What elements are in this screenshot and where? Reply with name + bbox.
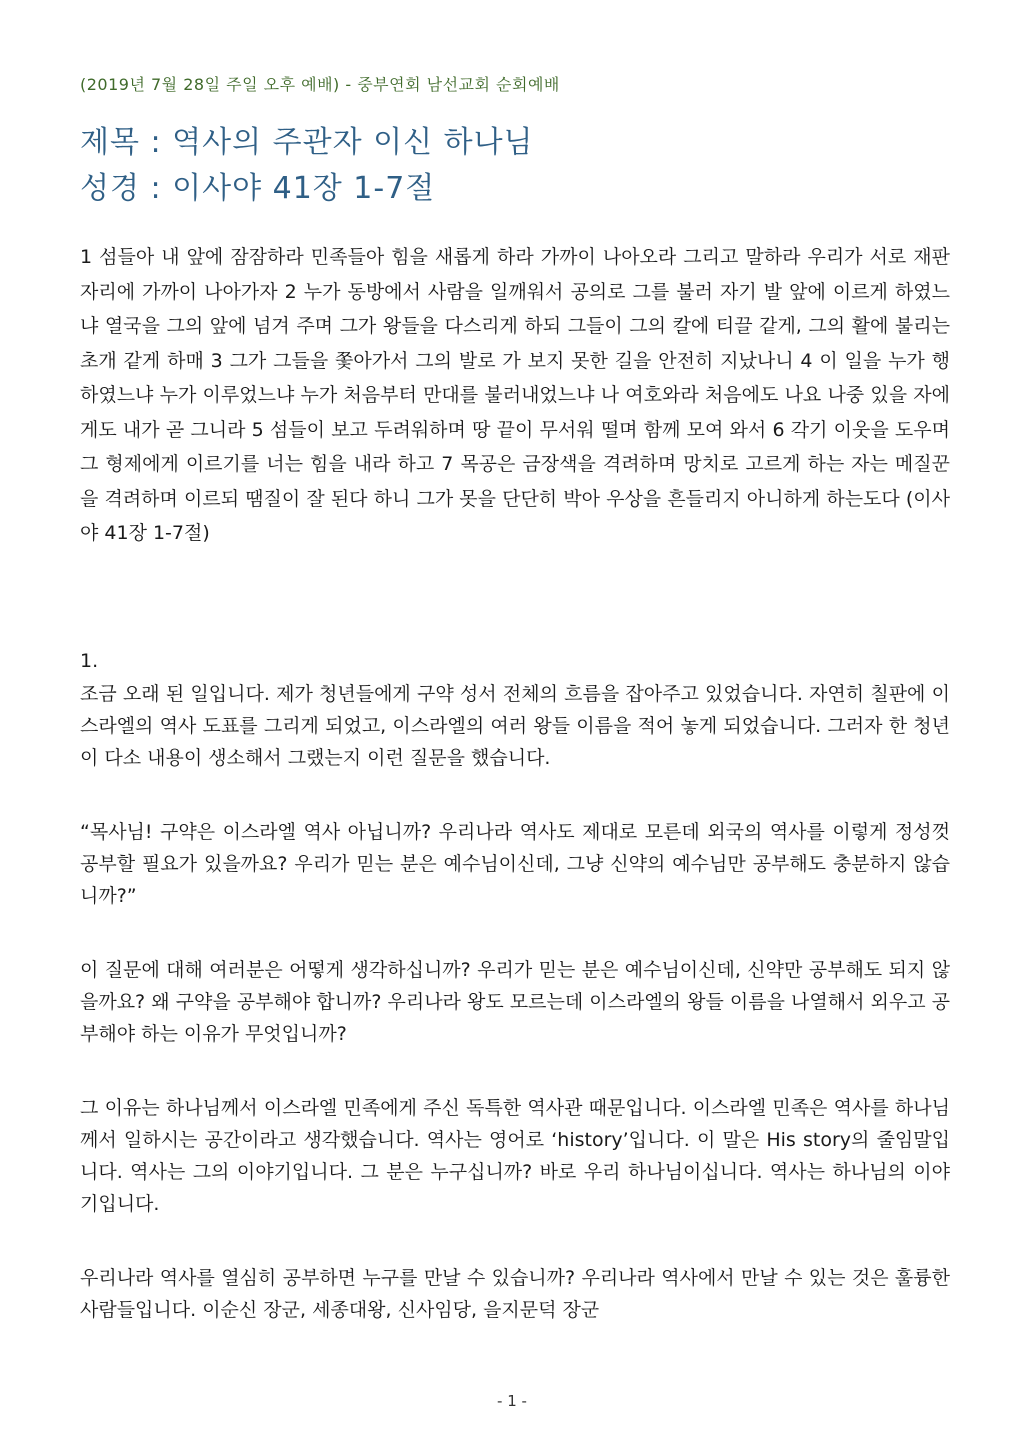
sermon-title: 제목 : 역사의 주관자 이신 하나님 bbox=[80, 125, 534, 160]
scripture-reference: 성경 : 이사야 41장 1-7절 bbox=[80, 171, 436, 206]
body-paragraph: “목사님! 구약은 이스라엘 역사 아닙니까? 우리나라 역사도 제대로 모른데 외국의 역사를 이렇게 정성껏 공부할 필요가 있을까요? 우리가 믿는 분은 예수님이신데, 그냥 신약의 예수님만 공부해도 충분하지 않습니까?” bbox=[80, 821, 950, 907]
body-paragraph: 우리나라 역사를 열심히 공부하면 누구를 만날 수 있습니까? 우리나라 역사에서 만날 수 있는 것은 훌륭한 사람들입니다. 이순신 장군, 세종대왕, 신사임당, 을지문덕 장군 bbox=[80, 1267, 950, 1321]
section-number: 1. bbox=[80, 650, 99, 672]
body-paragraph: 그 이유는 하나님께서 이스라엘 민족에게 주신 독특한 역사관 때문입니다. 이스라엘 민족은 역사를 하나님께서 일하시는 공간이라고 생각했습니다. 역사는 영어로 ‘history’입니다. 이 말은 His story의 줄임말입니다. 역사는 그의 이야기입니다. 그 분은 누구십니까? 바로 우리 하나님이십니다. 역사는 하나님의 이야기입니다. bbox=[80, 1097, 950, 1215]
body-paragraph: 조금 오래 된 일입니다. 제가 청년들에게 구약 성서 전체의 흐름을 잡아주고 있었습니다. 자연히 칠판에 이스라엘의 역사 도표를 그리게 되었고, 이스라엘의 여러 왕들 이름을 적어 놓게 되었습니다. 그러자 한 청년이 다소 내용이 생소해서 그랬는지 이런 질문을 했습니다. bbox=[80, 683, 950, 769]
sermon-body bbox=[80, 678, 950, 1368]
sermon-heading bbox=[80, 120, 534, 212]
service-info-line: (2019년 7월 28일 주일 오후 예배) - 중부연회 남선교회 순회예배 bbox=[80, 75, 560, 94]
body-paragraph: 이 질문에 대해 여러분은 어떻게 생각하십니까? 우리가 믿는 분은 예수님이신데, 신약만 공부해도 되지 않을까요? 왜 구약을 공부해야 합니까? 우리나라 왕도 모르는데 이스라엘의 왕들 이름을 나열해서 외우고 공부해야 하는 이유가 무엇입니까? bbox=[80, 959, 950, 1045]
page-number: - 1 - bbox=[497, 1392, 527, 1410]
scripture-passage: 1 섬들아 내 앞에 잠잠하라 민족들아 힘을 새롭게 하라 가까이 나아오라 그리고 말하라 우리가 서로 재판 자리에 가까이 나아가자 2 누가 동방에서 사람을 일깨워서 공의로 그를 불러 자기 발 앞에 이르게 하였느냐 열국을 그의 앞에 넘겨 주며 그가 왕들을 다스리게 하되 그들이 그의 칼에 티끌 같게, 그의 활에 불리는 초개 같게 하매 3 그가 그들을 쫓아가서 그의 발로 가 보지 못한 길을 안전히 지났나니 4 이 일을 누가 행하였느냐 누가 이루었느냐 누가 처음부터 만대를 불러내었느냐 나 여호와라 처음에도 나요 나중 있을 자에게도 내가 곧 그니라 5 섬들이 보고 두려워하며 땅 끝이 무서워 떨며 함께 모여 와서 6 각기 이웃을 도우며 그 형제에게 이르기를 너는 힘을 내라 하고 7 목공은 금장색을 격려하며 망치로 고르게 하는 자는 메질꾼을 격려하며 이르되 땜질이 잘 된다 하니 그가 못을 단단히 박아 우상을 흔들리지 아니하게 하는도다 (이사야 41장 1-7절) bbox=[80, 246, 950, 544]
